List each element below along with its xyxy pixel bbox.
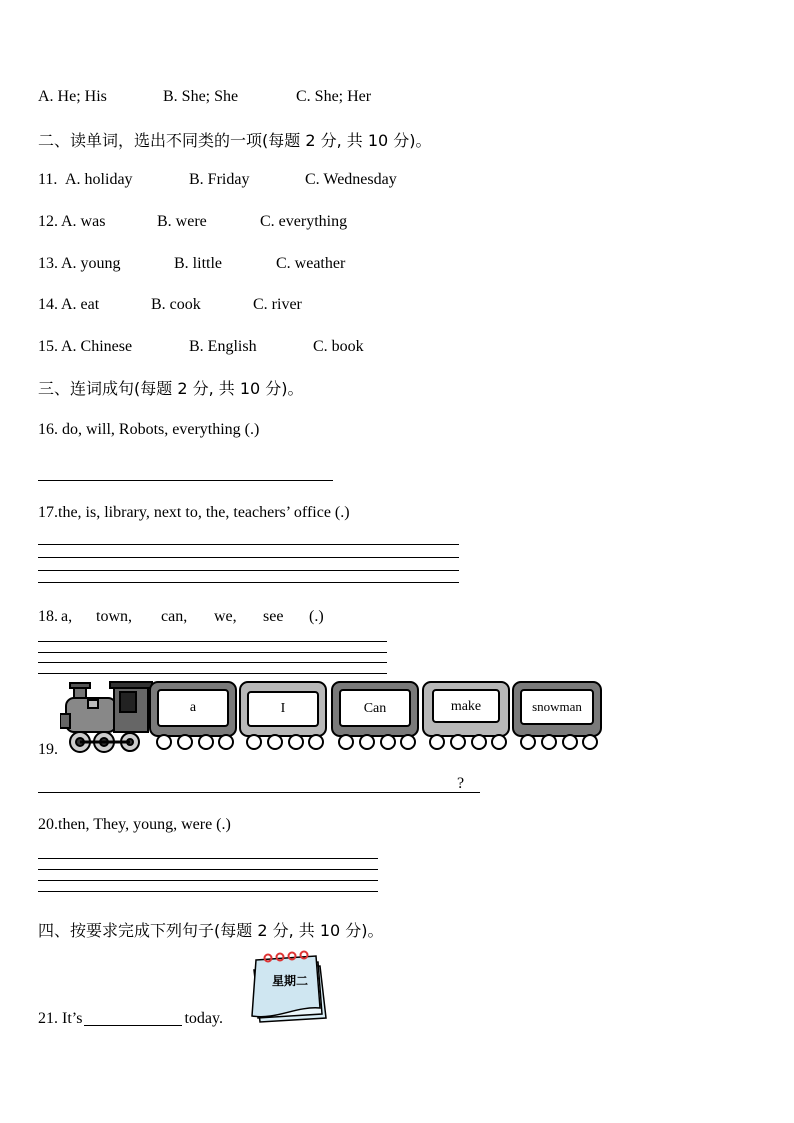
option-b: B. little: [174, 255, 222, 272]
question-21-suffix: today.: [184, 1010, 223, 1027]
answer-line[interactable]: [38, 858, 378, 859]
question-13: [38, 255, 345, 273]
word: we,: [214, 608, 237, 625]
option-b: B. cook: [151, 296, 201, 313]
option-b: B. Friday: [189, 171, 250, 188]
word: (.): [309, 608, 324, 625]
train-car: [513, 682, 601, 749]
train-illustration: [60, 678, 605, 758]
word: a,: [61, 608, 73, 625]
answer-line[interactable]: [38, 652, 387, 653]
option-c: C. book: [313, 338, 364, 355]
question-18: [38, 608, 324, 626]
option-c: C. She; Her: [296, 88, 372, 105]
option-c: C. weather: [276, 255, 346, 272]
section2-title: 二、读单词，选出不同类的一项(每题 2 分, 共 10 分)。: [38, 131, 432, 150]
option-a: A. Chinese: [61, 338, 133, 355]
section3-title: 三、连词成句(每题 2 分, 共 10 分)。: [38, 379, 304, 398]
question-12: [38, 213, 347, 231]
question-14: [38, 296, 302, 314]
question-15: [38, 338, 364, 356]
answer-line[interactable]: [38, 641, 387, 642]
q10-options: [38, 88, 371, 106]
question-mark: ?: [457, 775, 465, 792]
train-word: I: [280, 701, 286, 716]
option-b: B. She; She: [163, 88, 239, 105]
option-a: A. holiday: [65, 171, 133, 188]
train-word: a: [189, 700, 197, 715]
question-number: 12.: [38, 213, 58, 230]
answer-line[interactable]: [38, 673, 387, 674]
question-17: 17.the, is, library, next to, the, teachers’ office (.): [38, 504, 350, 521]
word: can,: [161, 608, 188, 625]
option-a: A. He; His: [38, 88, 107, 105]
train-car: [423, 682, 509, 749]
answer-line[interactable]: [38, 582, 459, 583]
answer-line[interactable]: [38, 869, 378, 870]
option-c: C. river: [253, 296, 302, 313]
option-b: B. were: [157, 213, 207, 230]
question-21: [38, 1009, 223, 1028]
option-c: C. Wednesday: [305, 171, 397, 188]
calendar-day: 星期二: [271, 974, 308, 988]
question-19-number: 19.: [38, 741, 58, 758]
option-c: C. everything: [260, 213, 348, 230]
answer-line[interactable]: [38, 480, 333, 481]
word: see: [263, 608, 284, 625]
question-11: [38, 171, 397, 189]
question-21-prefix: 21. It’s: [38, 1010, 83, 1027]
option-a: A. eat: [61, 296, 100, 313]
option-b: B. English: [189, 338, 257, 355]
option-a: A. was: [61, 213, 106, 230]
answer-line[interactable]: [38, 557, 459, 558]
train-word: snowman: [532, 699, 582, 714]
calendar-icon: [246, 950, 328, 1026]
section4-title: 四、按要求完成下列句子(每题 2 分, 共 10 分)。: [38, 921, 384, 940]
word: town,: [96, 608, 132, 625]
answer-line[interactable]: [38, 662, 387, 663]
answer-line[interactable]: [38, 891, 378, 892]
question-number: 15.: [38, 338, 58, 355]
locomotive-icon: [60, 682, 152, 752]
question-16: 16. do, will, Robots, everything (.): [38, 421, 260, 438]
answer-line[interactable]: [38, 792, 480, 793]
train-word: make: [450, 699, 482, 714]
train-word: Can: [363, 701, 387, 716]
question-number: 14.: [38, 296, 58, 313]
answer-blank[interactable]: [84, 1009, 182, 1026]
question-number: 18.: [38, 608, 58, 625]
answer-line[interactable]: [38, 570, 459, 571]
option-a: A. young: [61, 255, 121, 272]
answer-line[interactable]: [38, 880, 378, 881]
question-20: 20.then, They, young, were (.): [38, 816, 231, 833]
answer-line[interactable]: [38, 544, 459, 545]
question-number: 13.: [38, 255, 58, 272]
question-number: 11.: [38, 171, 58, 188]
